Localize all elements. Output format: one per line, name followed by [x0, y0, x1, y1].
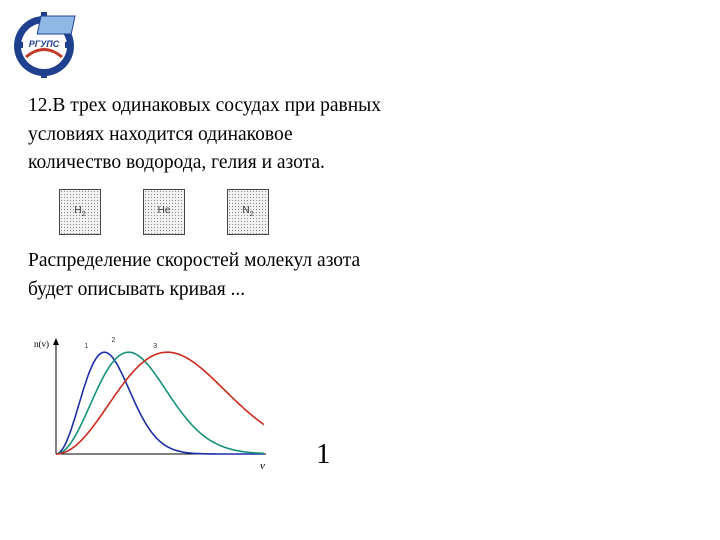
- vessel-subscript: 2: [249, 211, 254, 218]
- question-line: 12.В трех одинаковых сосудах при равных: [28, 95, 381, 116]
- vessel-helium: [143, 189, 185, 235]
- curve-label-1: 1: [84, 343, 89, 351]
- question-line: количество водорода, гелия и азота.: [28, 152, 325, 173]
- curve-3: [56, 352, 264, 454]
- y-axis-arrow: [53, 338, 59, 345]
- vessel-subscript: 2: [81, 211, 86, 218]
- curve-label-2: 2: [111, 337, 116, 345]
- university-logo: [4, 2, 84, 80]
- vessel-nitrogen: [227, 189, 269, 235]
- answer-number: 1: [316, 438, 331, 470]
- prompt-line: будет описывать кривая ...: [28, 278, 246, 300]
- question-line: условиях находится одинаковое: [28, 123, 293, 145]
- logo-text: РГУПС: [28, 39, 60, 49]
- vessel-label: H: [74, 205, 82, 216]
- question-text: [28, 92, 498, 178]
- vessel-label: He: [157, 205, 171, 216]
- maxwell-distribution-chart: [28, 326, 278, 476]
- vessel-label: N: [242, 205, 250, 216]
- curve-2: [56, 352, 264, 454]
- curve-1: [56, 352, 264, 454]
- y-axis-label: n(v): [34, 339, 49, 349]
- prompt-line: Распределение скоростей молекул азота: [28, 250, 361, 271]
- prompt-text: [28, 247, 498, 304]
- vessel-hydrogen: [59, 189, 101, 235]
- x-axis-label: v: [260, 460, 265, 472]
- curve-label-3: 3: [153, 343, 158, 351]
